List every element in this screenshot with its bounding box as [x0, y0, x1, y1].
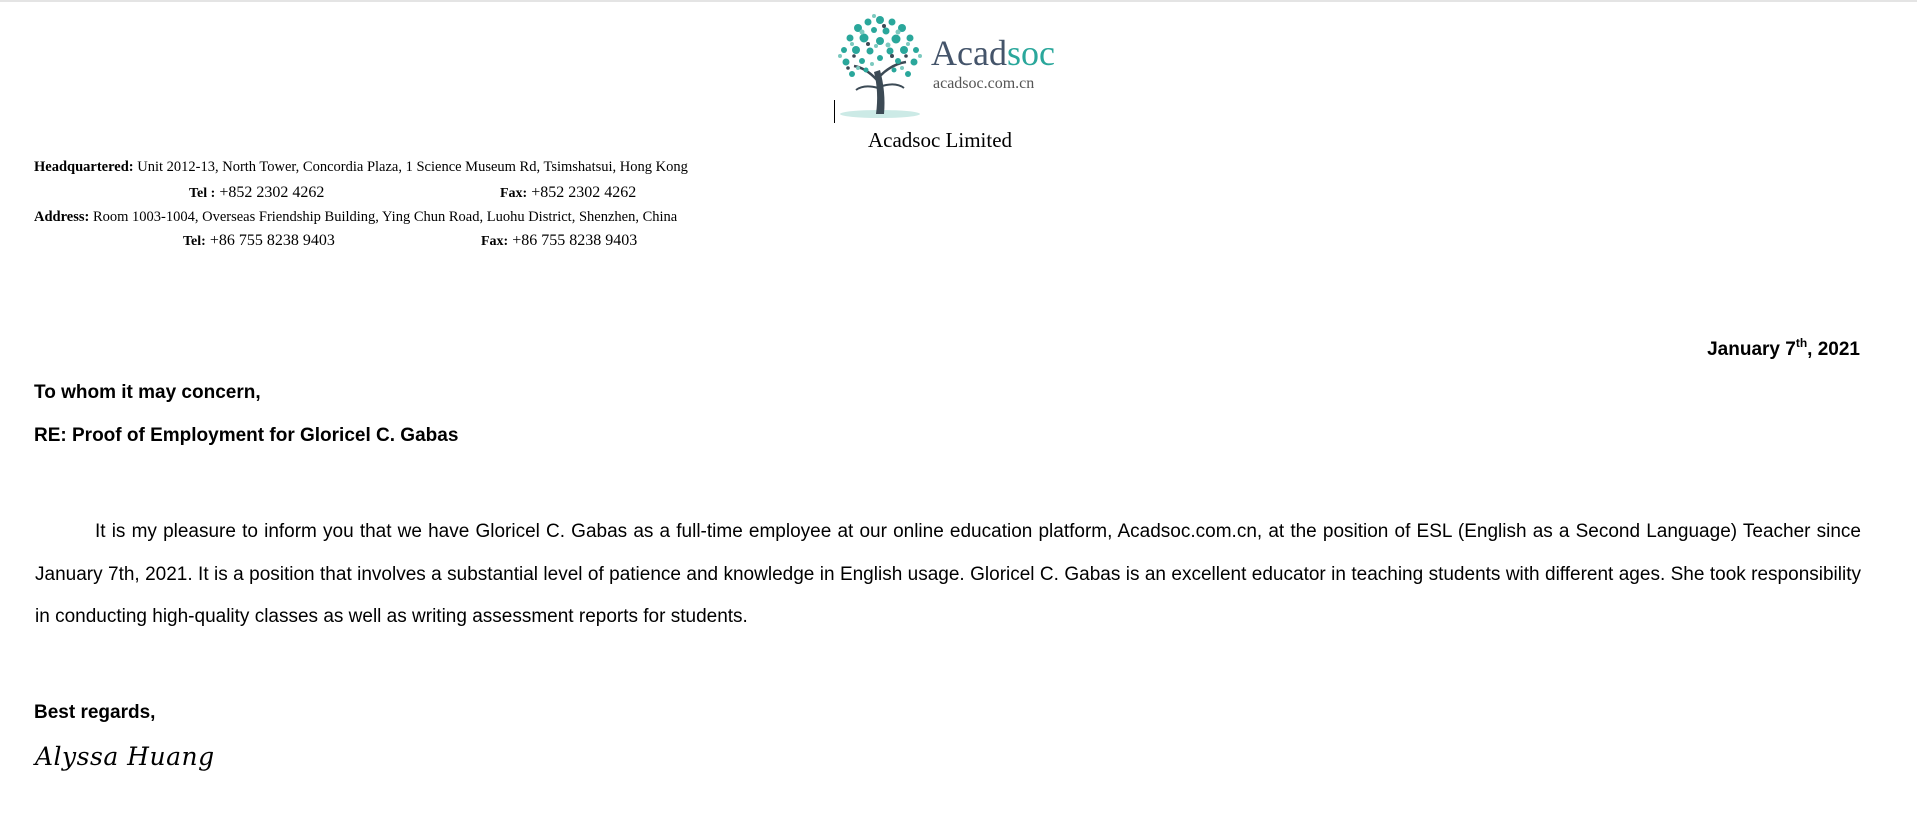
subject-line: RE: Proof of Employment for Gloricel C. Gabas: [34, 425, 459, 446]
office-fax-label: Fax:: [481, 234, 509, 249]
office-address: [34, 209, 677, 226]
page-top-border: [0, 0, 1917, 2]
logo-wordmark-part1: Acad: [931, 33, 1007, 73]
headquarters-fax-value: +852 2302 4262: [531, 184, 637, 201]
office-text: Room 1003-1004, Overseas Friendship Building, Ying Chun Road, Luohu District, Shenzhen, China: [92, 209, 678, 225]
text-cursor: [834, 100, 835, 123]
date-superscript: th: [1795, 336, 1808, 350]
headquarters-label: Headquartered:: [34, 159, 134, 175]
headquarters-tel: [189, 184, 324, 202]
company-logo: [832, 10, 1062, 122]
headquarters-fax: [500, 184, 636, 202]
office-tel-label: Tel:: [183, 234, 206, 249]
logo-wordmark: [931, 35, 1055, 71]
office-label: Address:: [34, 209, 90, 225]
headquarters-tel-label: Tel :: [189, 186, 216, 201]
headquarters-address: [34, 159, 688, 176]
logo-wordmark-part2: soc: [1006, 33, 1055, 73]
office-fax: [481, 232, 637, 250]
signature: Alyssa Huang: [35, 742, 215, 771]
logo-url: acadsoc.com.cn: [933, 75, 1035, 92]
date-year: , 2021: [1807, 339, 1860, 360]
body-paragraph: It is my pleasure to inform you that we have Gloricel C. Gabas as a full-time employee at our online education platform, Acadsoc.com.cn, at the position of ESL (English as a Second Language) Teacher since January 7th, 2021. It is a position that involves a substantial level of patience and knowledge in English usage. Gloricel C. Gabas is an excellent educator in teaching students with different ages. She took responsibility in conducting high-quality classes as well as writing assessment reports for students.: [35, 521, 1861, 627]
office-tel: [183, 232, 335, 250]
closing: Best regards,: [34, 702, 156, 723]
date-main: January 7: [1707, 339, 1796, 360]
tree-icon: [832, 10, 932, 122]
office-tel-value: +86 755 8238 9403: [209, 232, 335, 249]
headquarters-tel-value: +852 2302 4262: [219, 184, 325, 201]
headquarters-text: Unit 2012-13, North Tower, Concordia Plaza, 1 Science Museum Rd, Tsimshatsui, Hong Kong: [137, 159, 688, 175]
office-fax-value: +86 755 8238 9403: [512, 232, 638, 249]
company-name: Acadsoc Limited: [868, 128, 1013, 152]
headquarters-fax-label: Fax:: [500, 186, 528, 201]
letter-date: [1707, 336, 1860, 361]
salutation: To whom it may concern,: [34, 382, 261, 403]
